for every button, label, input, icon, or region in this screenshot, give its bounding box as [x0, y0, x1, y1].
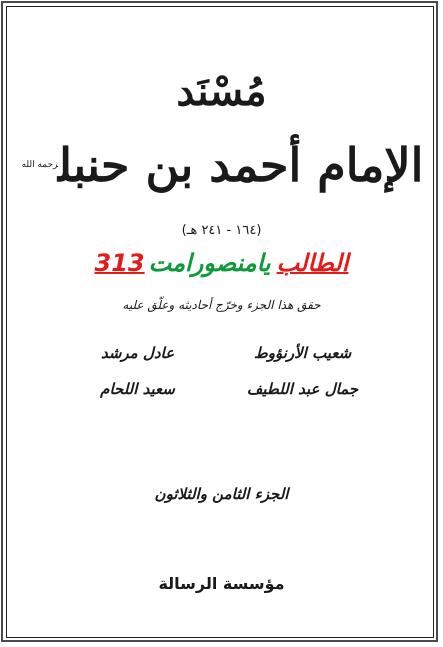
editor-name: عادل مرشد: [100, 344, 175, 362]
title-musnad: مُسْنَد: [176, 68, 267, 115]
publisher-name: مؤسسة الرسالة: [158, 574, 285, 593]
editors-list: [70, 344, 370, 398]
editor-credit: حقق هذا الجزء وخرّج أحاديثه وعلّق عليه: [122, 298, 321, 312]
student-overlay: [0, 247, 443, 279]
editor-name: جمال عبد اللطيف: [246, 380, 359, 398]
title-imam-name: [0, 130, 443, 200]
overlay-label: الطالب: [276, 249, 349, 277]
lifespan-dates: (١٦٤ - ٢٤١ هـ): [181, 223, 262, 238]
overlay-name: يامنصورامت: [148, 249, 271, 277]
volume-title: الجزء الثامن والثلاثون: [154, 485, 289, 503]
honorific-mark: رحمه الله: [21, 160, 59, 170]
overlay-number: 313: [94, 249, 145, 277]
editor-name: شعيب الأرنؤوط: [253, 344, 352, 362]
title-imam-text: الإمام أحمد بن حنبل: [58, 138, 424, 192]
editor-name: سعيد اللحام: [100, 380, 175, 398]
